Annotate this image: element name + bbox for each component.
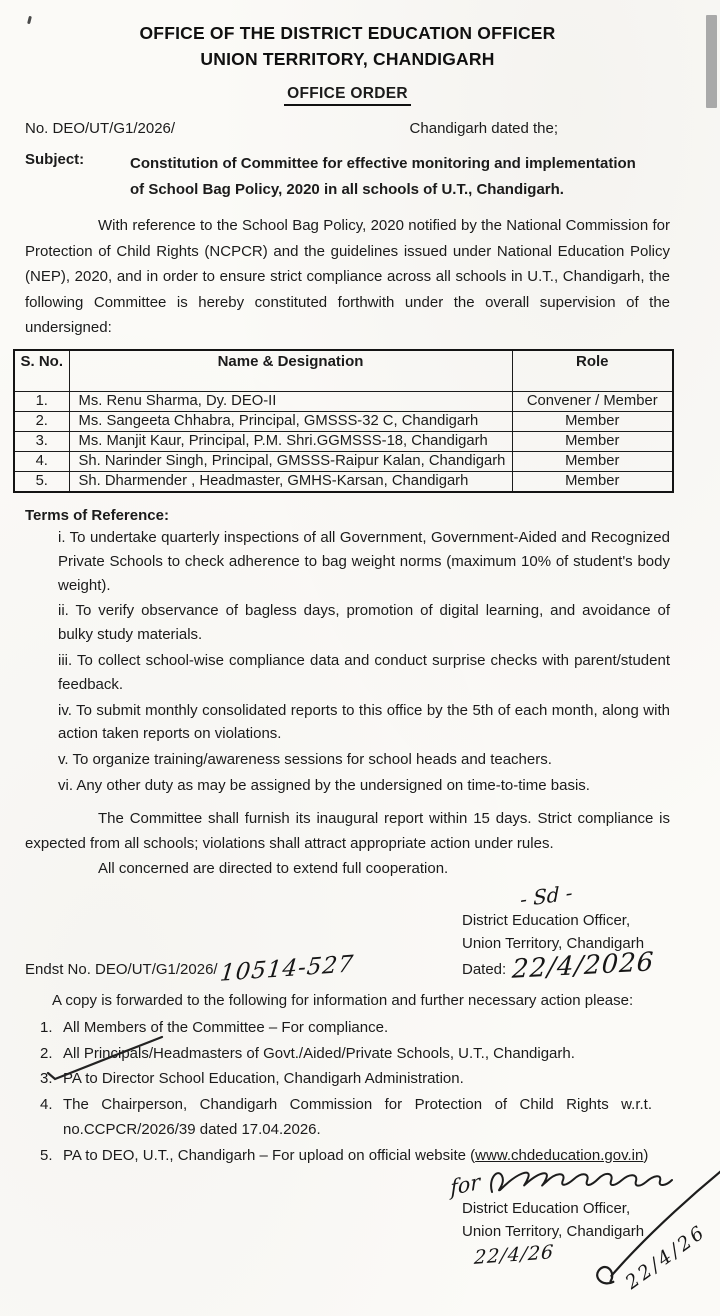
cell-role: Member [512, 472, 673, 493]
cell-sno: 5. [14, 472, 69, 493]
cell-name: Sh. Narinder Singh, Principal, GMSSS-Raipur Kalan, Chandigarh [69, 452, 512, 472]
cell-sno: 1. [14, 392, 69, 412]
term-item-iv: iv. To submit monthly consolidated reports to this office by the 5th of each month, along with action taken reports on violations. [58, 701, 670, 743]
order-title: OFFICE ORDER [284, 85, 411, 106]
cell-name: Ms. Renu Sharma, Dy. DEO-II [69, 392, 512, 412]
office-header [25, 20, 670, 72]
list-number: 2. [40, 1044, 53, 1062]
handwritten-date: 22/4/2026 [511, 947, 656, 986]
list-item [40, 1041, 652, 1067]
cell-sno: 2. [14, 412, 69, 432]
forwarding-note: A copy is forwarded to the following for information and further necessary action please: [52, 992, 634, 1010]
table-header-row [14, 350, 673, 392]
signatory-office: Union Territory, Chandigarh [462, 934, 645, 952]
reference-row [25, 120, 670, 137]
column-header-role: Role [512, 350, 673, 392]
cell-name: Ms. Manjit Kaur, Principal, P.M. Shri.GGMSSS-18, Chandigarh [69, 432, 512, 452]
for-word: for [449, 1169, 481, 1201]
list-item [40, 1066, 652, 1092]
signatory-title: District Education Officer, [462, 912, 631, 930]
scan-artifact-bar [706, 15, 717, 108]
column-header-sno: S. No. [14, 350, 69, 392]
committee-table [13, 349, 674, 494]
list-number: 4. [40, 1095, 53, 1113]
list-number: 3. [40, 1070, 53, 1088]
handwritten-signature-scribble [486, 1164, 676, 1200]
signature-block-primary [462, 879, 662, 956]
subject-text: Constitution of Committee for effective monitoring and implementation of School Bag Policy, 2020 in all schools of U.T., Chandigarh. [130, 155, 636, 198]
closing-paragraph: The Committee shall furnish its inaugural report within 15 days. Strict compliance is expected from all schools; violations shall attract appropriate action under rules. [25, 809, 670, 852]
ref-place-date: Chandigarh dated the; [409, 120, 558, 137]
order-title-wrap [25, 85, 670, 106]
cell-role: Member [512, 412, 673, 432]
cell-name: Sh. Dharmender , Headmaster, GMHS-Karsan, Chandigarh [69, 472, 512, 493]
cell-role: Member [512, 452, 673, 472]
list-text: All Principals/Headmasters of Govt./Aided/Private Schools, U.T., Chandigarh. [63, 1044, 575, 1062]
website-link[interactable]: www.chdeducation.gov.in [475, 1146, 644, 1164]
term-item-ii: ii. To verify observance of bagless days, promotion of digital learning, and avoidance of bulky study materials. [58, 602, 670, 644]
signatory-office: Union Territory, Chandigarh [462, 1222, 645, 1240]
cell-name: Ms. Sangeeta Chhabra, Principal, GMSSS-32 C, Chandigarh [69, 412, 512, 432]
table-row [14, 412, 673, 432]
endorsement-row [25, 947, 670, 988]
list-text: All Members of the Committee – For compliance. [63, 1019, 389, 1037]
for-signature-row [449, 1169, 662, 1201]
dated-field [462, 947, 662, 986]
table-row [14, 472, 673, 493]
term-item-iii: iii. To collect school-wise compliance data and conduct surprise checks with parent/student feedback. [58, 651, 670, 693]
list-item [40, 1015, 652, 1041]
cell-role: Member [512, 432, 673, 452]
term-item-vi: vi. Any other duty as may be assigned by the undersigned on time-to-time basis. [58, 776, 590, 794]
endst-number: Endst No. DEO/UT/G1/2026/ [25, 961, 218, 979]
term-item-i: i. To undertake quarterly inspections of all Government, Government-Aided and Recognized Private Schools to check adherence to bag weight norms (maximum 10% of student's body weight). [58, 529, 670, 594]
handwritten-date-below: 22/4/26 [473, 1241, 555, 1270]
subject-row [25, 151, 670, 203]
column-header-name: Name & Designation [69, 350, 512, 392]
office-name: OFFICE OF THE DISTRICT EDUCATION OFFICER [139, 23, 556, 43]
cell-sno: 3. [14, 432, 69, 452]
signatory-title: District Education Officer, [462, 1200, 631, 1218]
list-text-prefix: PA to DEO, U.T., Chandigarh – For upload on official website ( [63, 1146, 476, 1164]
intro-paragraph: With reference to the School Bag Policy, 2020 notified by the National Commission for Protection of Child Rights (NCPCR) and the guidelines issued under National Education Policy (NEP), 2020, and in order to ensure strict compliance across all schools in U.T., Chandigarh, the following Committee is hereby constituted forthwith under the overall supervision of the undersigned: [25, 217, 670, 336]
dated-label: Dated: [462, 961, 507, 979]
subject-label: Subject: [25, 151, 85, 168]
cc-list [40, 1015, 652, 1168]
cell-sno: 4. [14, 452, 69, 472]
table-row [14, 392, 673, 412]
cooperation-note: All concerned are directed to extend full cooperation. [98, 859, 449, 877]
cell-role: Convener / Member [512, 392, 673, 412]
list-text: The Chairperson, Chandigarh Commission for Protection of Child Rights w.r.t. no.CCPCR/2026/39 dated 17.04.2026. [63, 1095, 652, 1139]
ref-number: No. DEO/UT/G1/2026/ [25, 120, 176, 137]
handwritten-dispatch-number: 10514-527 [218, 951, 355, 988]
diagonal-date-text: 22/4/26 [621, 1220, 711, 1294]
table-row [14, 452, 673, 472]
office-territory: UNION TERRITORY, CHANDIGARH [200, 49, 495, 69]
sd-signature-mark: - Sd - [520, 879, 573, 912]
term-item-v: v. To organize training/awareness sessions for school heads and teachers. [58, 751, 552, 769]
table-row [14, 432, 673, 452]
list-number: 5. [40, 1146, 53, 1164]
list-number: 1. [40, 1019, 53, 1037]
terms-heading: Terms of Reference: [25, 507, 169, 524]
list-item [40, 1092, 652, 1143]
list-text-suffix: ) [643, 1146, 649, 1164]
list-text: PA to Director School Education, Chandigarh Administration. [63, 1070, 464, 1088]
